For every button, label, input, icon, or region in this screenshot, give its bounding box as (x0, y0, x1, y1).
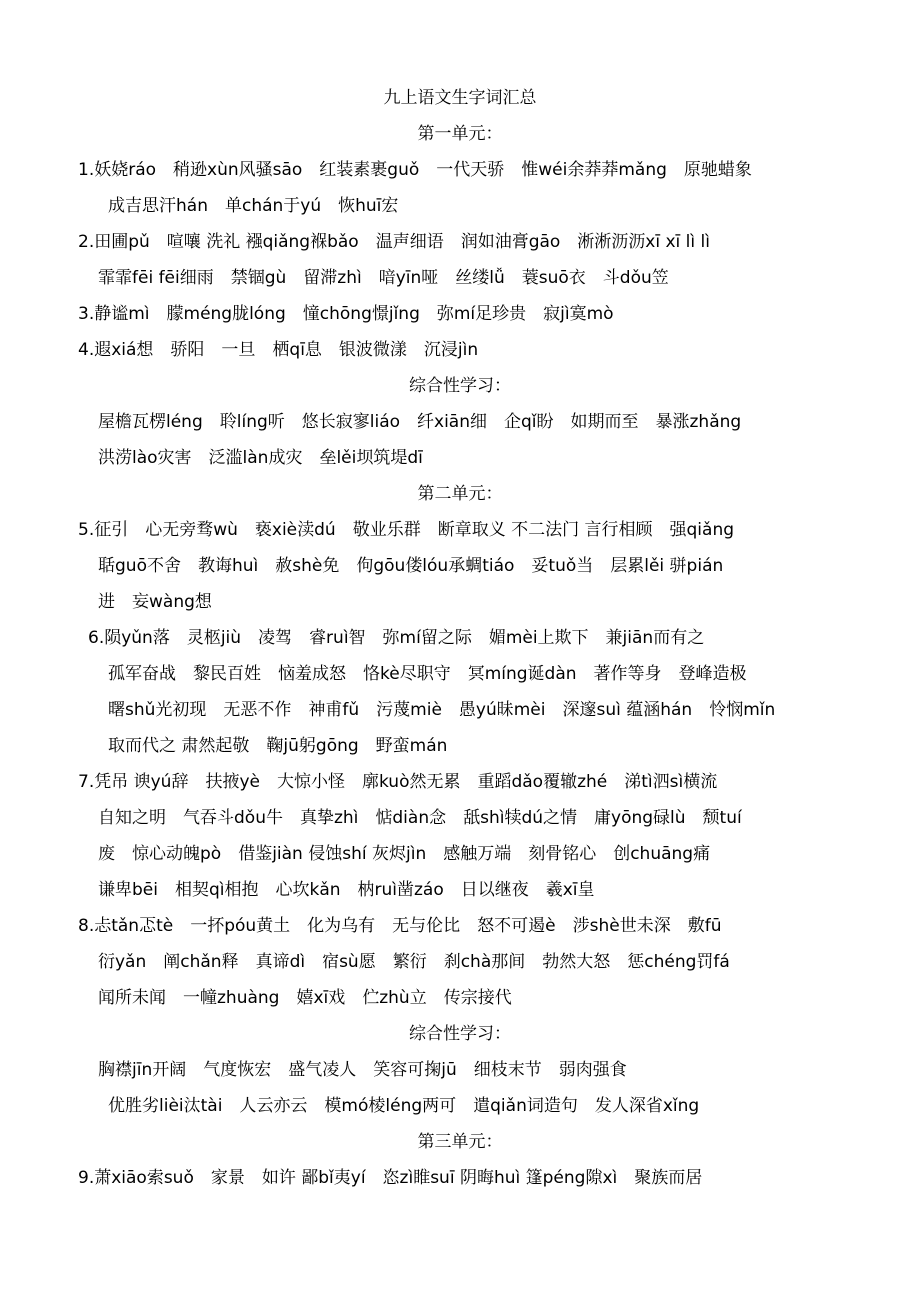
vocab-line: 取而代之 肃然起敬 鞠jū躬gōng 野蛮mán (108, 736, 448, 756)
vocab-line: 5.征引 心无旁骛wù 亵xiè渎dú 敬业乐群 断章取义 不二法门 言行相顾 强qiǎng (78, 520, 735, 540)
vocab-line: 成吉思汗hán 单chán于yú 恢huī宏 (108, 196, 399, 216)
vocab-line: 曙shǔ光初现 无恶不作 神甫fǔ 污蔑miè 愚yú昧mèi 深邃suì 蕴涵hán 怜悯mǐn (108, 700, 776, 720)
vocab-line: 闻所未闻 一幢zhuàng 嬉xī戏 伫zhù立 传宗接代 (98, 988, 512, 1008)
vocab-line: 4.遐xiá想 骄阳 一旦 栖qī息 银波微漾 沉浸jìn (78, 340, 479, 360)
vocab-line: 衍yǎn 阐chǎn释 真谛dì 宿sù愿 繁衍 刹chà那间 勃然大怒 惩chéng罚fá (98, 952, 730, 972)
vocab-line: 霏霏fēi fēi细雨 禁锢gù 留滞zhì 喑yīn哑 丝缕lǚ 蓑suō衣 斗dǒu笠 (98, 268, 669, 288)
vocab-line: 6.陨yǔn落 灵柩jiù 凌驾 睿ruì智 弥mí留之际 媚mèi上欺下 兼jiān而有之 (88, 628, 705, 648)
vocab-line: 孤军奋战 黎民百姓 恼羞成怒 恪kè尽职守 冥míng诞dàn 著作等身 登峰造极 (108, 664, 747, 684)
vocab-line: 废 惊心动魄pò 借鉴jiàn 侵蚀shí 灰烬jìn 感触万端 刻骨铭心 创chuāng痛 (98, 844, 711, 864)
vocab-line: 进 妄wàng想 (98, 592, 212, 612)
section-heading-comprehensive-2: 综合性学习： (409, 1024, 511, 1044)
vocab-line: 聒guō不舍 教诲huì 赦shè免 佝gōu偻lóu承蜩tiáo 妥tuǒ当 层累lěi 骈pián (98, 556, 724, 576)
vocab-line: 8.忐tǎn忑tè 一抔póu黄土 化为乌有 无与伦比 怒不可遏è 涉shè世未深 敷fū (78, 916, 722, 936)
vocab-line: 屋檐瓦楞léng 聆líng听 悠长寂寥liáo 纤xiān细 企qǐ盼 如期而至 暴涨zhǎng (98, 412, 742, 432)
document-title: 九上语文生字词汇总 (383, 88, 537, 108)
vocab-line: 自知之明 气吞斗dǒu牛 真挚zhì 惦diàn念 舐shì犊dú之情 庸yōng碌lù 颓tuí (98, 808, 742, 828)
vocab-line: 1.妖娆ráo 稍逊xùn风骚sāo 红装素裹guǒ 一代天骄 惟wéi余莽莽mǎng 原驰蜡象 (78, 160, 752, 180)
section-heading-unit-1: 第一单元： (417, 124, 503, 144)
section-heading-unit-3: 第三单元： (417, 1132, 503, 1152)
vocab-line: 9.萧xiāo索suǒ 家景 如许 鄙bǐ夷yí 恣zì睢suī 阴晦huì 篷péng隙xì 聚族而居 (78, 1168, 703, 1188)
vocab-line: 胸襟jīn开阔 气度恢宏 盛气凌人 笑容可掬jū 细枝末节 弱肉强食 (98, 1060, 627, 1080)
vocab-line: 2.田圃pǔ 喧嚷 洗礼 襁qiǎng褓bǎo 温声细语 润如油膏gāo 淅淅沥沥xī xī lì lì (78, 232, 710, 252)
vocab-line: 7.凭吊 谀yú辞 扶掖yè 大惊小怪 廓kuò然无累 重蹈dǎo覆辙zhé 涕tì泗sì横流 (78, 772, 718, 792)
section-heading-comprehensive-1: 综合性学习： (409, 376, 511, 396)
vocab-line: 优胜劣lièi汰tài 人云亦云 模mó棱léng两可 遣qiǎn词造句 发人深省xǐng (108, 1096, 700, 1116)
vocab-line: 3.静谧mì 朦méng胧lóng 憧chōng憬jǐng 弥mí足珍贵 寂jì寞mò (78, 304, 614, 324)
vocab-line: 谦卑bēi 相契qì相抱 心坎kǎn 枘ruì凿záo 日以继夜 羲xī皇 (98, 880, 595, 900)
vocab-line: 洪涝lào灾害 泛滥làn成灾 垒lěi坝筑堤dī (98, 448, 423, 468)
section-heading-unit-2: 第二单元： (417, 484, 503, 504)
